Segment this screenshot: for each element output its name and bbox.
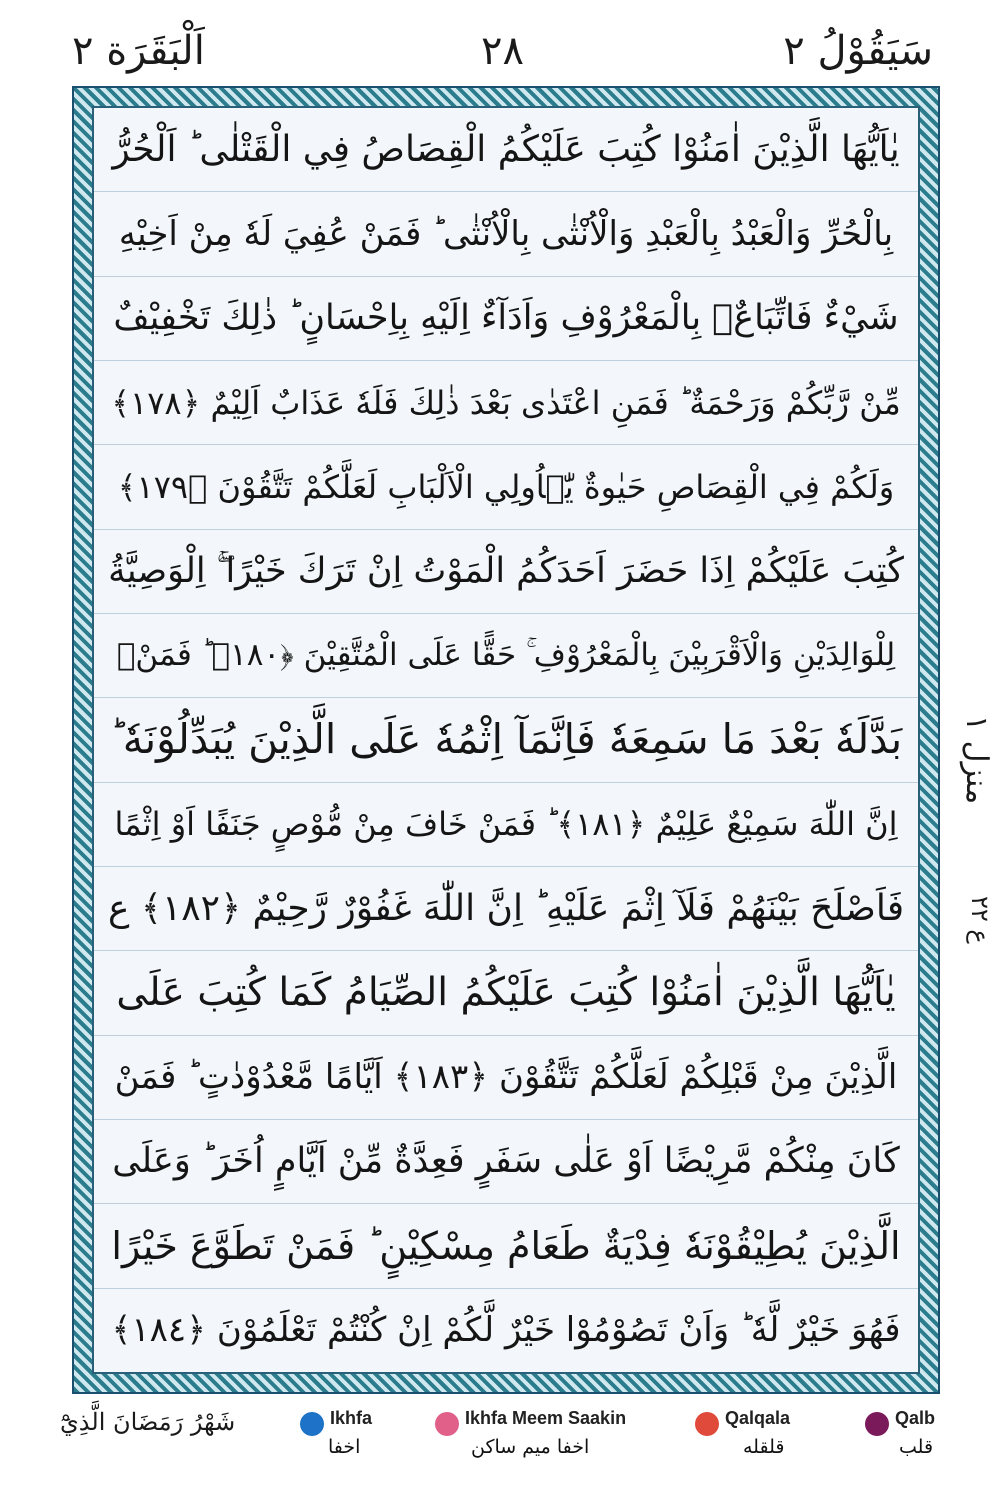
ikhfa-meem-color-dot bbox=[435, 1412, 459, 1436]
verse-line bbox=[94, 445, 918, 529]
verse-line bbox=[94, 1204, 918, 1288]
ornamental-border bbox=[72, 86, 940, 1394]
verse-text: بَدَّلَهٗ بَعْدَ مَا سَمِعَهٗ فَاِنَّمَآ اِثْمُهٗ عَلَى الَّذِيْنَ يُبَدِّلُوْنَهٗ ؕ bbox=[109, 715, 903, 764]
verse-line bbox=[94, 614, 918, 698]
verse-line bbox=[94, 783, 918, 867]
verse-text: فَهُوَ خَيْرٌ لَّهٗ ؕ وَاَنْ تَصُوْمُوْا خَيْرٌ لَّكُمْ اِنْ كُنْتُمْ تَعْلَمُوْنَ ﴿١٨٤﴾ bbox=[111, 1310, 901, 1351]
verse-lines bbox=[94, 108, 918, 1372]
verse-text: كُتِبَ عَلَيْكُمْ اِذَا حَضَرَ اَحَدَكُمُ الْمَوْتُ اِنْ تَرَكَ خَيْرًا ۖۚ اِلْوَصِيَّةُ bbox=[108, 550, 904, 591]
page-header bbox=[60, 28, 945, 88]
page-number: ٢٨ bbox=[481, 28, 524, 74]
qalqala-color-dot bbox=[695, 1412, 719, 1436]
verse-line bbox=[94, 1289, 918, 1372]
verse-text: اِنَّ اللّٰهَ سَمِيْعٌ عَلِيْمٌ ﴿١٨١﴾ ؕ فَمَنْ خَافَ مِنْ مُّوْصٍ جَنَفًا اَوْ اِثْمًا bbox=[114, 805, 898, 844]
verse-line bbox=[94, 1120, 918, 1204]
text-panel bbox=[92, 106, 920, 1374]
verse-line bbox=[94, 108, 918, 192]
legend-ikhfa-meem-saakin bbox=[435, 1408, 655, 1478]
verse-text: الَّذِيْنَ يُطِيْقُوْنَهٗ فِدْيَةٌ طَعَامُ مِسْكِيْنٍ ؕ فَمَنْ تَطَوَّعَ خَيْرًا bbox=[111, 1223, 901, 1268]
legend-label-en: Qalb bbox=[895, 1408, 936, 1428]
legend-qalb bbox=[865, 1408, 975, 1478]
manzil-marker: منزل ١ bbox=[959, 715, 994, 805]
tajweed-legend bbox=[40, 1408, 975, 1478]
verse-text: فَاَصْلَحَ بَيْنَهُمْ فَلَآ اِثْمَ عَلَيْهِ ؕ اِنَّ اللّٰهَ غَفُوْرٌ رَّحِيْمٌ ﴿١٨٢﴾ ع bbox=[107, 887, 905, 929]
legend-label-ur: قلقله bbox=[743, 1436, 785, 1458]
juz-name: سَيَقُوْلُ ٢ bbox=[783, 28, 933, 74]
verse-line bbox=[94, 277, 918, 361]
verse-text: كَانَ مِنْكُمْ مَّرِيْضًا اَوْ عَلٰى سَفَرٍ فَعِدَّةٌ مِّنْ اَيَّامٍ اُخَرَ ؕ وَعَلَى bbox=[112, 1141, 900, 1182]
verse-line bbox=[94, 361, 918, 445]
verse-text: لِلْوَالِدَيْنِ وَالْاَقْرَبِيْنَ بِالْمَعْرُوْفِ ۚ حَقًّا عَلَى الْمُتَّقِيْنَ ﴿١٨٠﴾ ؕ فَمَنْۢ bbox=[116, 637, 896, 674]
verse-text: بِالْحُرِّ وَالْعَبْدُ بِالْعَبْدِ وَالْاُنْثٰى بِالْاُنْثٰى ؕ فَمَنْ عُفِيَ لَهٗ مِنْ اَخِيْهِ bbox=[118, 213, 894, 254]
verse-text: الَّذِيْنَ مِنْ قَبْلِكُمْ لَعَلَّكُمْ تَتَّقُوْنَ ﴿١٨٣﴾ اَيَّامًا مَّعْدُوْدٰتٍ ؕ فَمَنْ bbox=[114, 1057, 898, 1098]
legend-label-en: Qalqala bbox=[725, 1408, 791, 1428]
verse-text: يٰاَيُّهَا الَّذِيْنَ اٰمَنُوْا كُتِبَ عَلَيْكُمُ الْقِصَاصُ فِي الْقَتْلٰى ؕ اَلْحُرُّ bbox=[112, 128, 900, 170]
legend-ikhfa bbox=[300, 1408, 440, 1478]
legend-qalqala bbox=[695, 1408, 825, 1478]
verse-line bbox=[94, 867, 918, 951]
legend-label-ur: اخفا میم ساکن bbox=[471, 1436, 590, 1458]
verse-line bbox=[94, 1036, 918, 1120]
ikhfa-color-dot bbox=[300, 1412, 324, 1436]
verse-line bbox=[94, 192, 918, 276]
verse-line bbox=[94, 530, 918, 614]
legend-label-en: Ikhfa Meem Saakin bbox=[465, 1408, 627, 1428]
catchword: شَهْرُ رَمَضَانَ الَّذِيْٓ bbox=[60, 1408, 236, 1436]
ruku-marker: ع ٢٢ bbox=[966, 896, 994, 944]
verse-text: يٰاَيُّهَا الَّذِيْنَ اٰمَنُوْا كُتِبَ عَلَيْكُمُ الصِّيَامُ كَمَا كُتِبَ عَلَى bbox=[116, 970, 896, 1016]
verse-text: مِّنْ رَّبِّكُمْ وَرَحْمَةٌ ؕ فَمَنِ اعْتَدٰى بَعْدَ ذٰلِكَ فَلَهٗ عَذَابٌ اَلِيْمٌ ﴿١٧٨﴾ bbox=[111, 383, 901, 422]
legend-label-ur: اخفا bbox=[328, 1436, 361, 1458]
verse-text: شَيْءٌ فَاتِّبَاعٌۢ بِالْمَعْرُوْفِ وَاَدَآءٌ اِلَيْهِ بِاِحْسَانٍ ؕ ذٰلِكَ تَخْفِيْفٌ bbox=[113, 297, 899, 338]
verse-text: وَلَكُمْ فِي الْقِصَاصِ حَيٰوةٌ يّٰۤاُولِي الْاَلْبَابِ لَعَلَّكُمْ تَتَّقُوْنَ ﴿١٧٩﴾ bbox=[117, 467, 895, 506]
verse-line bbox=[94, 951, 918, 1035]
legend-label-en: Ikhfa bbox=[330, 1408, 373, 1428]
qalb-color-dot bbox=[865, 1412, 889, 1436]
surah-name: اَلْبَقَرَة ٢ bbox=[72, 28, 205, 74]
legend-label-ur: قلب bbox=[899, 1436, 934, 1458]
verse-line bbox=[94, 698, 918, 782]
